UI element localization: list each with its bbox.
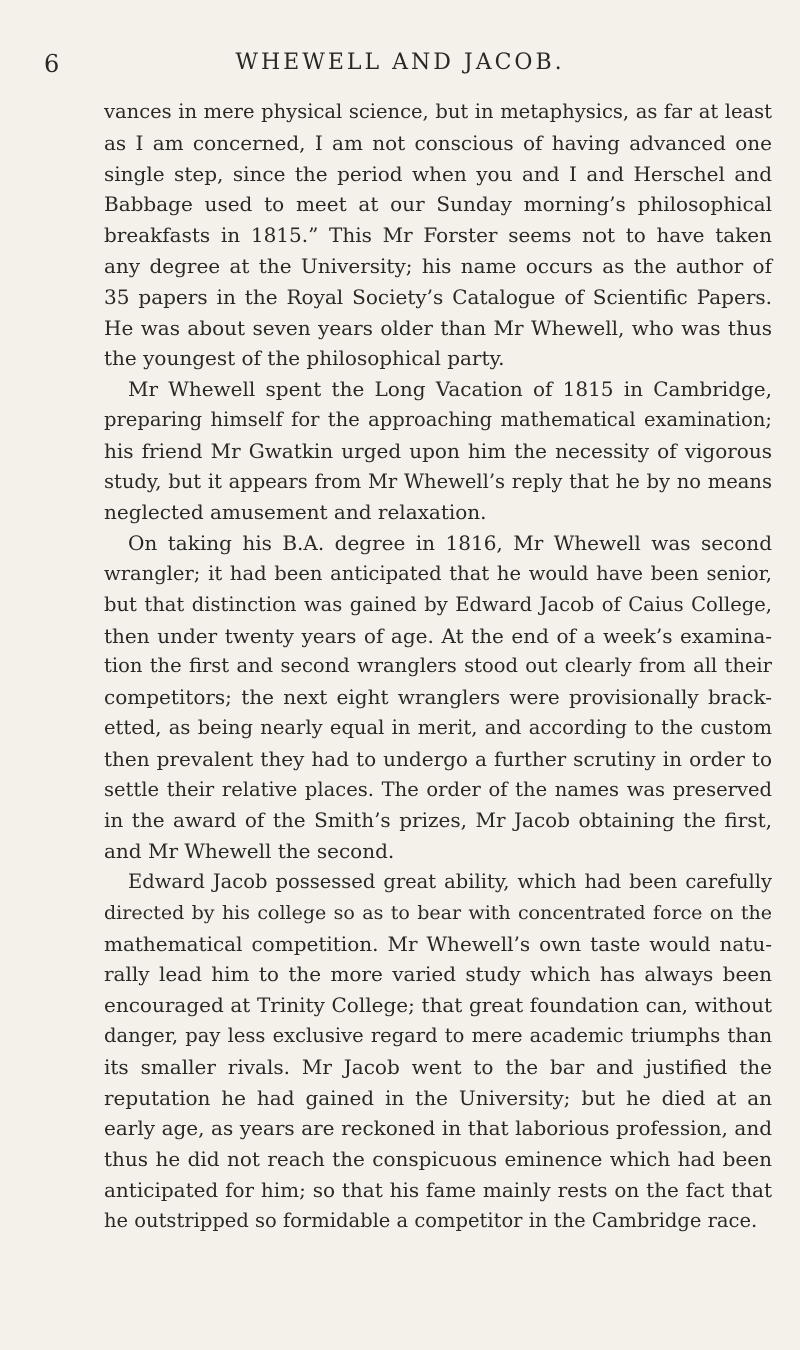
text-line: mathematical competition. Mr Whewell’s own taste would natu- (104, 931, 772, 956)
text-line: but that distinction was gained by Edward Jacob of Caius College, (104, 592, 772, 616)
text-line: thus he did not reach the conspicuous eminence which had been (104, 1147, 772, 1172)
text-line: danger, pay less exclusive regard to mere academic triumphs than (104, 1023, 772, 1047)
text-line: its smaller rivals. Mr Jacob went to the bar and justified the (104, 1054, 772, 1079)
text-line: Mr Whewell spent the Long Vacation of 1815 in Cambridge, (128, 377, 772, 402)
text-line: the youngest of the philosophical party. (104, 346, 505, 371)
text-line: his friend Mr Gwatkin urged upon him the necessity of vigorous (104, 438, 772, 463)
page-number: 6 (44, 50, 61, 78)
text-line: He was about seven years older than Mr Whewell, who was thus (104, 315, 772, 340)
text-line: then under twenty years of age. At the end of a week’s examina- (104, 623, 772, 648)
text-line: directed by his college so as to bear with concentrated force on the (104, 901, 772, 924)
text-line: Babbage used to meet at our Sunday morning’s philosophical (104, 192, 772, 217)
text-line: On taking his B.A. degree in 1816, Mr Whewell was second (128, 531, 772, 556)
text-line: Edward Jacob possessed great ability, which had been carefully (128, 869, 772, 893)
text-line: and Mr Whewell the second. (104, 839, 395, 864)
text-line: encouraged at Trinity College; that great foundation can, without (104, 993, 772, 1018)
text-line: etted, as being nearly equal in merit, and according to the custom (104, 715, 772, 739)
text-line: wrangler; it had been anticipated that he would have been senior, (104, 561, 772, 585)
text-line: vances in mere physical science, but in metaphysics, as far at least (104, 100, 772, 123)
text-line: competitors; the next eight wranglers were provisionally brack- (104, 685, 772, 710)
text-line: tion the first and second wranglers stood out clearly from all their (104, 654, 772, 678)
text-line: preparing himself for the approaching mathematical examination; (104, 407, 772, 431)
text-line: he outstripped so formidable a competitor in the Cambridge race. (104, 1208, 758, 1232)
text-line: 35 papers in the Royal Society’s Catalogue of Scientific Papers. (104, 284, 772, 309)
text-line: settle their relative places. The order of the names was preserved (104, 777, 772, 801)
text-line: any degree at the University; his name occurs as the author of (104, 253, 772, 278)
running-head: WHEWELL AND JACOB. (235, 50, 565, 75)
text-line: neglected amusement and relaxation. (104, 500, 487, 525)
text-line: single step, since the period when you and I and Herschel and (104, 161, 772, 186)
text-line: study, but it appears from Mr Whewell’s reply that he by no means (104, 469, 772, 493)
text-line: as I am concerned, I am not conscious of having advanced one (104, 130, 772, 155)
text-line: in the award of the Smith’s prizes, Mr Jacob obtaining the first, (104, 808, 772, 833)
text-line: breakfasts in 1815.” This Mr Forster seems not to have taken (104, 223, 772, 248)
page-header (44, 50, 756, 82)
body-text (104, 97, 772, 1236)
text-line: then prevalent they had to undergo a further scrutiny in order to (104, 746, 772, 771)
text-line: early age, as years are reckoned in that laborious profession, and (104, 1116, 772, 1141)
text-line: anticipated for him; so that his fame mainly rests on the fact that (104, 1177, 772, 1202)
text-line: rally lead him to the more varied study which has always been (104, 962, 772, 987)
text-line: reputation he had gained in the University; but he died at an (104, 1085, 772, 1110)
